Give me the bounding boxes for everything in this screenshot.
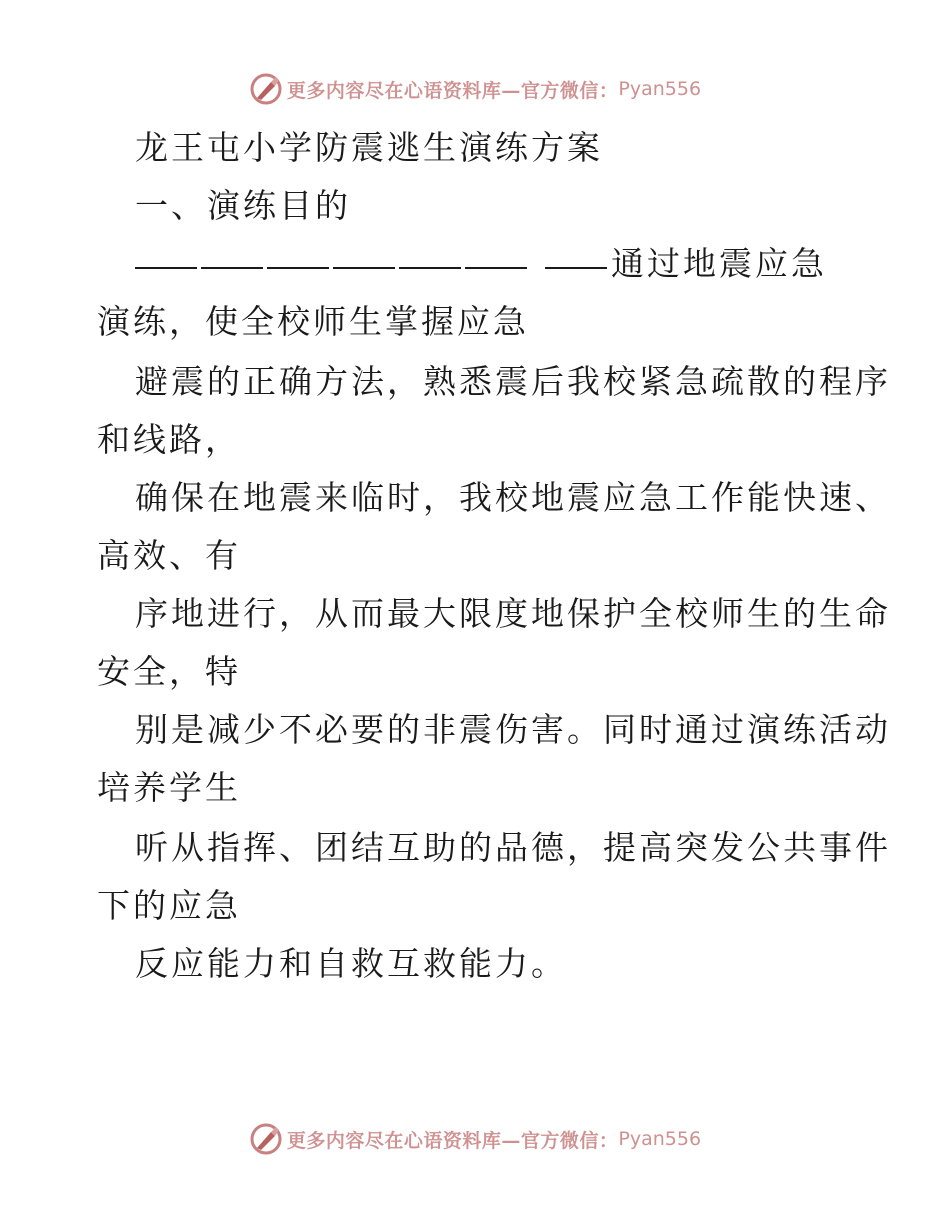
pen-logo-icon (249, 72, 283, 106)
watermark-text: 更多内容尽在心语资料库—官方微信： (286, 1129, 619, 1152)
pen-logo-icon (249, 1122, 283, 1156)
paragraph-line: 安全，特 (97, 652, 241, 691)
paragraph-line: 序地进行，从而最大限度地保护全校师生的生命 (135, 594, 891, 633)
section-heading: 一、演练目的 (135, 186, 351, 225)
paragraph-line: 演练，使全校师生掌握应急 (97, 302, 529, 341)
paragraph-line: 确保在地震来临时，我校地震应急工作能快速、 (135, 478, 891, 517)
paragraph-line-text: 通过地震应急 (611, 244, 827, 283)
header-watermark (0, 72, 950, 106)
document-title: 龙王屯小学防震逃生演练方案 (135, 128, 603, 167)
paragraph-line: 下的应急 (97, 886, 241, 925)
paragraph-line: 听从指挥、团结互助的品德，提高突发公共事件 (135, 828, 891, 867)
paragraph-line: 别是减少不必要的非震伤害。同时通过演练活动 (135, 710, 891, 749)
paragraph-line: 培养学生 (97, 768, 241, 807)
footer-watermark (0, 1122, 950, 1156)
watermark-text: 更多内容尽在心语资料库—官方微信： (286, 79, 619, 102)
paragraph-line (135, 244, 827, 286)
paragraph-line: 反应能力和自救互救能力。 (135, 944, 567, 983)
paragraph-line: 高效、有 (97, 536, 241, 575)
watermark-wechat-id: Pyan556 (618, 1128, 702, 1150)
paragraph-line: 避震的正确方法，熟悉震后我校紧急疏散的程序 (135, 362, 891, 401)
paragraph-line: 和线路， (97, 420, 241, 459)
dash-rule (135, 246, 611, 286)
watermark-wechat-id: Pyan556 (618, 78, 702, 100)
